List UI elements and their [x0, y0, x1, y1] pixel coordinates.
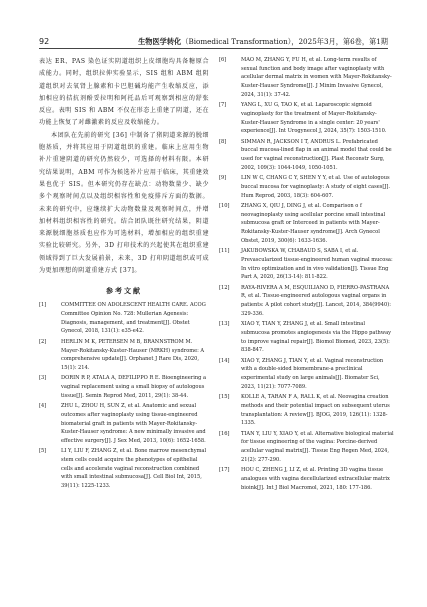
journal-info: [138, 36, 388, 48]
reference-item: [39, 301, 209, 336]
reference-text: MAO M, ZHANG Y, FU H, et al. Long-term results of sexual function and body image after vaginoplasty with acellular dermal matrix in women with Mayer-Rokitansky-Kuster-Hauser Syndrome[J]. J Minim Invasive Gynecol, 2024, 31(1): 37-42.: [241, 57, 392, 98]
reference-item: [219, 56, 394, 100]
reference-text: RAYA-RIVERA A M, ESQUILIANO D, FIERRO-PASTRANA R, et al. Tissue-engineered autologous vaginal organs in patients: A pilot cohort study[J]. Lancet, 2014, 384(9940): 329-336.: [241, 284, 391, 317]
references-title: 参考文献: [106, 287, 142, 296]
reference-item: [39, 338, 209, 373]
reference-text: LI Y, LIU F, ZHANG Z, et al. Bone marrow mesenchymal stem cells could acquire the phenotypes of epithelial cells and accelerate vaginal reconstruction combined with small intestinal submucosa[J]. Cell Biol Int, 2015, 39(11): 1225-1233.: [61, 448, 207, 490]
reference-number: [15]: [219, 394, 230, 401]
reference-number: [11]: [219, 248, 230, 255]
left-column: [39, 56, 209, 493]
reference-item: [219, 247, 394, 282]
reference-item: [219, 101, 394, 136]
journal-name: 生物医学转化: [138, 37, 182, 46]
reference-number: [4]: [39, 403, 47, 410]
reference-item: [219, 393, 394, 428]
reference-text: HERLIN M K, PETERSEN M B, BRANNSTROM M. Mayer-Rokitansky-Kuster-Hauser (MRKH) syndrome: A comprehensive update[J]. Orphanet J Rare Dis, 2020, 15(1): 214.: [61, 338, 205, 371]
reference-number: [5]: [39, 448, 47, 455]
reference-text: KOLLE A, TARAN F A, RALL K, et al. Neovagina creation methods and their potential impact on subsequent uterus transplantation: A review[J]. BJOG, 2019, 126(11): 1328-1335.: [241, 394, 390, 427]
reference-number: [3]: [39, 375, 47, 382]
reference-number: [8]: [219, 138, 227, 145]
page-number: 92: [39, 37, 50, 46]
reference-text: DORIN R P, ATALA A, DEFILIPPO R E. Bioengineering a vaginal replacement using a small biopsy of autologous tissue[J]. Semin Reprod Med, 2011, 29(1): 38-44.: [61, 375, 207, 399]
reference-text: COMMITTEE ON ADOLESCENT HEALTH CARE. ACOG Committee Opinion No. 728: Mullerian Agenesis: Diagnosis, management, and treatment[J]. Obstet Gynecol, 2018, 131(1): e35-e42.: [61, 302, 206, 335]
body-paragraph-2-text: 本团队在先前的研究 [36] 中制备了猪阴道来源的脱细胞基质，并将其应用于阴道组织的重建。临床上应用生物补片重建阴道的研究仍然较少，可选择的材料有限。本研究结果说明，ABM 可作为候选补片应用于临床，其重建效果也优于 SIS。但本研究仍存在缺点：动物数量少、缺少多个观察时间点以及组织相容性和免疫排斥方面的数据。未来的研究中，应继续扩大动物数量及观察时间点，并增加材料组织相容性的研究。结合团队既往研究结果，阴道来源脱细胞基质也应作为可选材料，增加相应的组织重建实验比较研究。另外，3D 打印技术的兴起使其在组织重建领域得到了巨大发展前景，未来，3D 打印阴道组织或可成为更加理想的阴道重建方式 [37]。: [39, 131, 209, 275]
reference-text: ZHANG X, QIU J, DING J, et al. Comparison o f neovaginoplasty using acellular porcine small intestinal submucosa graft or Interceed in patients with Mayer-Rokitansky-Kuster-Hauser syndrome[J]. Arch Gynecol Obstet, 2019, 300(6): 1633-1636.: [241, 203, 386, 244]
reference-number: [14]: [219, 357, 230, 364]
reference-number: [12]: [219, 284, 230, 291]
reference-text: HOU C, ZHENG J, LI Z, et al. Printing 3D vagina tissue analogues with vagina decellularized extracellular matrix bioink[J]. Int J Biol Macromol, 2021, 180: 177-186.: [241, 467, 390, 491]
reference-text: TIAN Y, LIU Y, XIAO Y, et al. Alternative biological material for tissue engineering of the vagina: Porcine-derived acellular vaginal matrix[J]. Tissue Eng Regen Med, 2024, 21(2): 277-290.: [241, 430, 394, 463]
body-paragraph-2: [39, 130, 209, 278]
reference-text: XIAO Y, ZHANG J, TIAN Y, et al. Vaginal reconstruction with a double-sided biomembrane-a preclinical experimental study on large animals[J]. Biomater Sci, 2023, 11(21): 7077-7089.: [241, 357, 384, 390]
reference-number: [1]: [39, 302, 47, 309]
reference-text: JAKUBOWSKA W, CHABAUD S, SABA I, et al. Prevascularized tissue-engineered human vaginal mucosa: In vitro optimization and in vivo validation[J]. Tissue Eng Part A, 2020, 26(13-14): 811-822.: [241, 248, 393, 281]
right-column: [219, 56, 394, 494]
reference-text: XIAO Y, TIAN Y, ZHANG J, et al. Small intestinal submucosa promotes angiogenesis via the Hippo pathway to improve vaginal repair[J]. Biomol Biomed, 2023, 23(5): 838-847.: [241, 321, 392, 354]
reference-item: [39, 402, 209, 446]
reference-item: [39, 374, 209, 400]
journal-issue: （Biomedical Transformation），2025年3月，第6卷，第1期: [181, 37, 388, 46]
reference-number: [13]: [219, 321, 230, 328]
reference-number: [16]: [219, 430, 230, 437]
reference-item: [219, 284, 394, 319]
reference-number: [6]: [219, 57, 227, 63]
reference-item: [219, 320, 394, 355]
reference-number: [9]: [219, 175, 227, 182]
reference-item: [219, 202, 394, 246]
reference-text: ZHU L, ZHOU H, SUN Z, et al. Anatomic and sexual outcomes after vaginoplasty using tissue-engineered biomaterial graft in patients with Mayer-Rokitansky-Kuster-Hauser syndrome: A new minimally invasive and effective surgery[J]. J Sex Med, 2013, 10(6): 1652-1658.: [61, 403, 206, 444]
reference-item: [219, 357, 394, 392]
reference-text: LIN W C, CHANG C Y, SHEN Y Y, et al. Use of autologous buccal mucosa for vaginoplasty: A study of eight cases[J]. Hum Reprod, 2003, 18(3): 604-607.: [241, 175, 390, 199]
reference-number: [10]: [219, 203, 230, 209]
body-paragraph-1: 表达 ER、PAS 染色证实阴道组织上皮细胞均具备糖原合成能力。同时，组织拉伸实验显示，SIS 组和 ABM 组阴道组织对去氧肾上腺素和卡巴胆碱均能产生收缩反应，添加相应的拮抗剂酚妥拉明和阿托品后可观察到相应的舒张反应。表明 SIS 和 ABM 不仅在形态上重建了阴道，还在功能上恢复了对雌激素的反应及收缩能力。: [39, 58, 209, 127]
reference-text: SIMMAN R, JACKSON I T, ANDRUS L. Prefabricated buccal mucosa-lined flap in an animal model that could be used for vaginal reconstruction[J]. Plast Reconstr Surg, 2002, 109(3): 1044-1049, 1050-1051.: [241, 138, 392, 171]
reference-item: [39, 447, 209, 491]
reference-number: [7]: [219, 102, 227, 109]
reference-number: [17]: [219, 467, 230, 474]
page-header: [39, 36, 388, 49]
reference-number: [2]: [39, 338, 47, 345]
reference-item: [219, 174, 394, 200]
reference-item: [219, 466, 394, 492]
reference-text: YANG L, XU G, TAO K, et al. Laparoscopic sigmoid vaginoplasty for the treatment of Mayer-Rokitansky-Kuster-Hauser Syndrome in a single center: 20 years' experience[J]. Int Urogynecol J, 2024, 35(7): 1503-1510.: [241, 102, 387, 135]
reference-item: [219, 430, 394, 465]
reference-item: [219, 138, 394, 173]
